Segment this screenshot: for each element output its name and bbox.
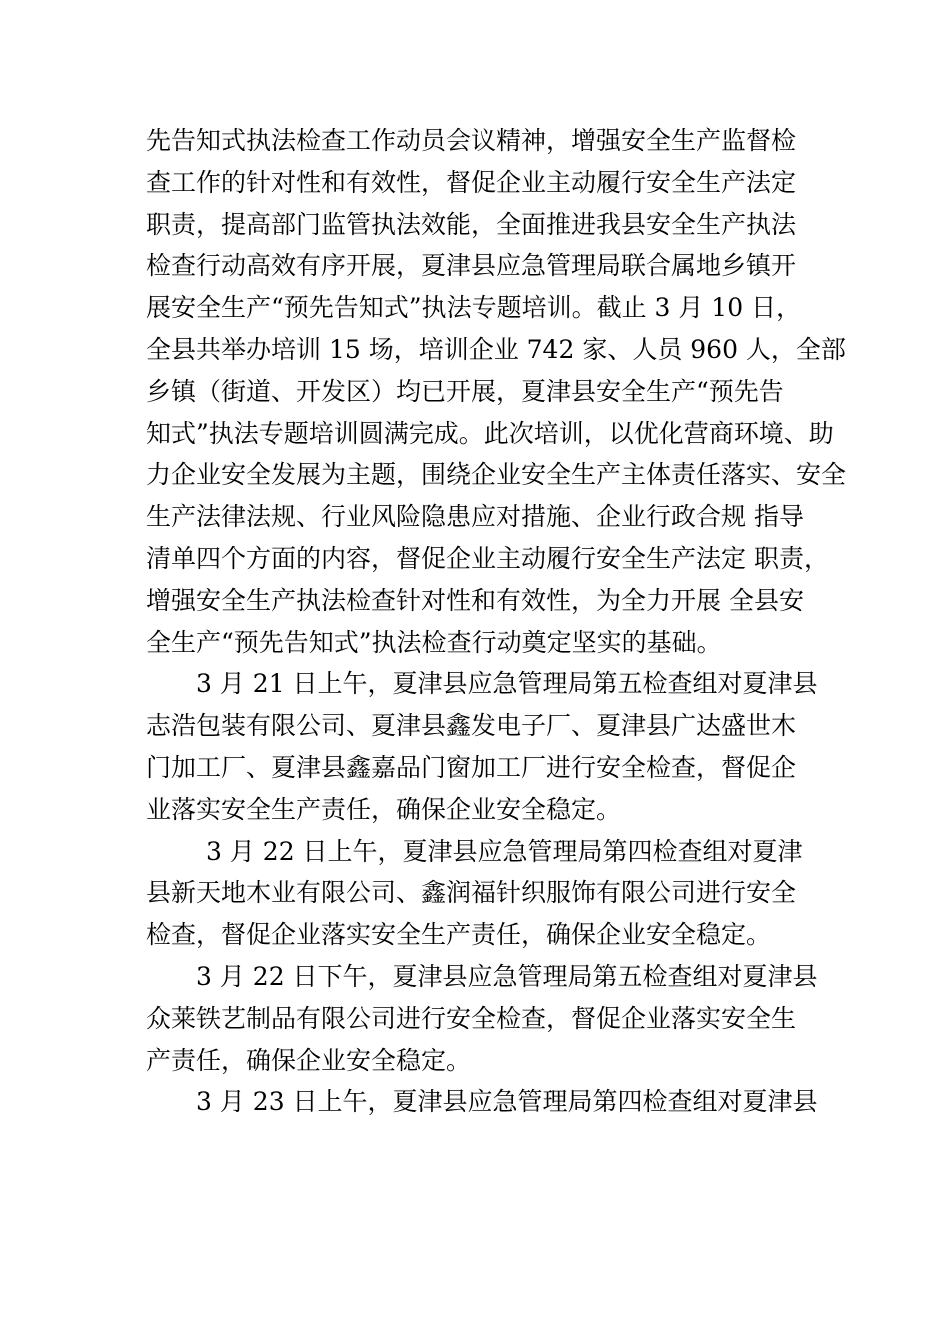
text-line: 志浩包装有限公司、夏津县鑫发电子厂、夏津县广达盛世木	[146, 711, 797, 741]
text-line: 先告知式执法检查工作动员会议精神，增强安全生产监督检	[146, 126, 797, 155]
text-line: 清单四个方面的内容，督促企业主动履行安全生产法定 职责，	[146, 543, 829, 573]
paragraph-start-line: 3 月 23 日上午，夏津县应急管理局第四检查组对夏津县	[196, 1087, 818, 1117]
text-line: 查工作的针对性和有效性，督促企业主动履行安全生产法定	[146, 167, 797, 197]
paragraph-start-line: 3 月 22 日下午，夏津县应急管理局第五检查组对夏津县	[196, 961, 818, 991]
text-line: 展安全生产“预先告知式”执法专题培训。截止 3 月 10 日，	[146, 293, 802, 323]
paragraph-start-line: 3 月 22 日上午，夏津县应急管理局第四检查组对夏津	[206, 836, 803, 866]
text-line: 乡镇（街道、开发区）均已开展，夏津县安全生产“预先告	[146, 376, 784, 406]
text-line: 产责任，确保企业安全稳定。	[146, 1045, 472, 1075]
text-line: 门加工厂、夏津县鑫嘉品门窗加工厂进行安全检查，督促企	[146, 752, 797, 782]
text-line: 全县共举办培训 15 场，培训企业 742 家、人员 960 人，全部	[146, 334, 846, 364]
text-line: 检查行动高效有序开展，夏津县应急管理局联合属地乡镇开	[146, 251, 797, 281]
text-line: 众莱铁艺制品有限公司进行安全检查，督促企业落实安全生	[146, 1003, 797, 1033]
text-line: 职责，提高部门监管执法效能，全面推进我县安全生产执法	[146, 209, 797, 239]
body-text	[146, 120, 846, 1123]
text-line: 县新天地木业有限公司、鑫润福针织服饰有限公司进行安全	[146, 878, 797, 908]
text-line: 业落实安全生产责任，确保企业安全稳定。	[146, 794, 622, 824]
text-line: 检查，督促企业落实安全生产责任，确保企业安全稳定。	[146, 920, 772, 950]
text-line: 增强安全生产执法检查针对性和有效性，为全力开展 全县安	[146, 585, 804, 615]
text-line: 生产法律法规、行业风险隐患应对措施、企业行政合规 指导	[146, 502, 804, 532]
text-line: 知式”执法专题培训圆满完成。此次培训，以优化营商环境、助	[146, 418, 834, 448]
text-line: 全生产“预先告知式”执法检查行动奠定坚实的基础。	[146, 627, 722, 657]
text-line: 力企业安全发展为主题，围绕企业安全生产主体责任落实、安全	[146, 460, 847, 490]
paragraph-start-line: 3 月 21 日上午，夏津县应急管理局第五检查组对夏津县	[196, 669, 818, 699]
